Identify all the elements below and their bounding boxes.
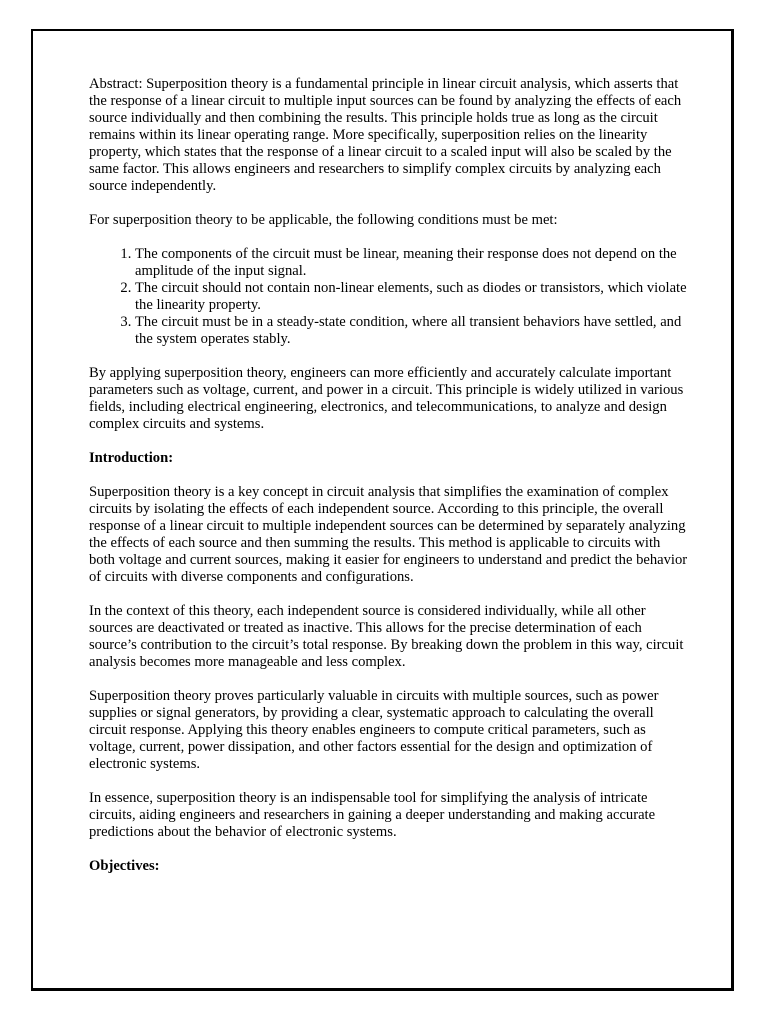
applying-paragraph: By applying superposition theory, engineers can more efficiently and accurately calculate important parameters such as voltage, current, and power in a circuit. This principle is widely utilized in various fields, including electrical engineering, electronics, and telecommunications, to analyze and design complex circuits and systems.	[89, 365, 684, 432]
introduction-heading: Introduction:	[89, 450, 174, 466]
objectives-heading: Objectives:	[89, 858, 160, 874]
intro-paragraph: Superposition theory is a key concept in circuit analysis that simplifies the examination of complex circuits by isolating the effects of each independent source. According to this principle, the overall response of a linear circuit to multiple independent sources can be determined by separately analyzing the effects of each source and then summing the results. This method is applicable to circuits with both voltage and current sources, making it easier for engineers to understand and predict the behavior of circuits with diverse components and configurations.	[89, 484, 688, 585]
conditions-list	[89, 246, 689, 348]
intro-paragraph: In essence, superposition theory is an indispensable tool for simplifying the analysis of intricate circuits, aiding engineers and researchers in gaining a deeper understanding and making accurate predictions about the behavior of electronic systems.	[89, 790, 656, 840]
abstract-paragraph: Abstract: Superposition theory is a fundamental principle in linear circuit analysis, which asserts that the response of a linear circuit to multiple input sources can be found by analyzing the effects of each source individually and then combining the results. This principle holds true as long as the circuit remains within its linear operating range. More specifically, superposition relies on the linearity property, which states that the response of a linear circuit to a scaled input will also be scaled by the same factor. This allows engineers and researchers to simplify complex circuits by analyzing each source independently.	[89, 76, 682, 194]
intro-paragraph: In the context of this theory, each independent source is considered individually, while all other sources are deactivated or treated as inactive. This allows for the precise determination of each source’s contribution to the circuit’s total response. By breaking down the problem in this way, circuit analysis becomes more manageable and less complex.	[89, 603, 684, 670]
conditions-intro: For superposition theory to be applicable, the following conditions must be met:	[89, 212, 558, 228]
document-body	[89, 76, 689, 892]
list-item: 2. The circuit should not contain non-linear elements, such as diodes or transistors, which violate the linearity property.	[135, 280, 689, 314]
list-item: 1. The components of the circuit must be linear, meaning their response does not depend on the amplitude of the input signal.	[135, 246, 689, 280]
list-item: 3. The circuit must be in a steady-state condition, where all transient behaviors have settled, and the system operates stably.	[135, 314, 689, 348]
intro-paragraph: Superposition theory proves particularly valuable in circuits with multiple sources, such as power supplies or signal generators, by providing a clear, systematic approach to calculating the overall circuit response. Applying this theory enables engineers to compute critical parameters, such as voltage, current, power dissipation, and other factors essential for the design and optimization of electronic systems.	[89, 688, 659, 772]
